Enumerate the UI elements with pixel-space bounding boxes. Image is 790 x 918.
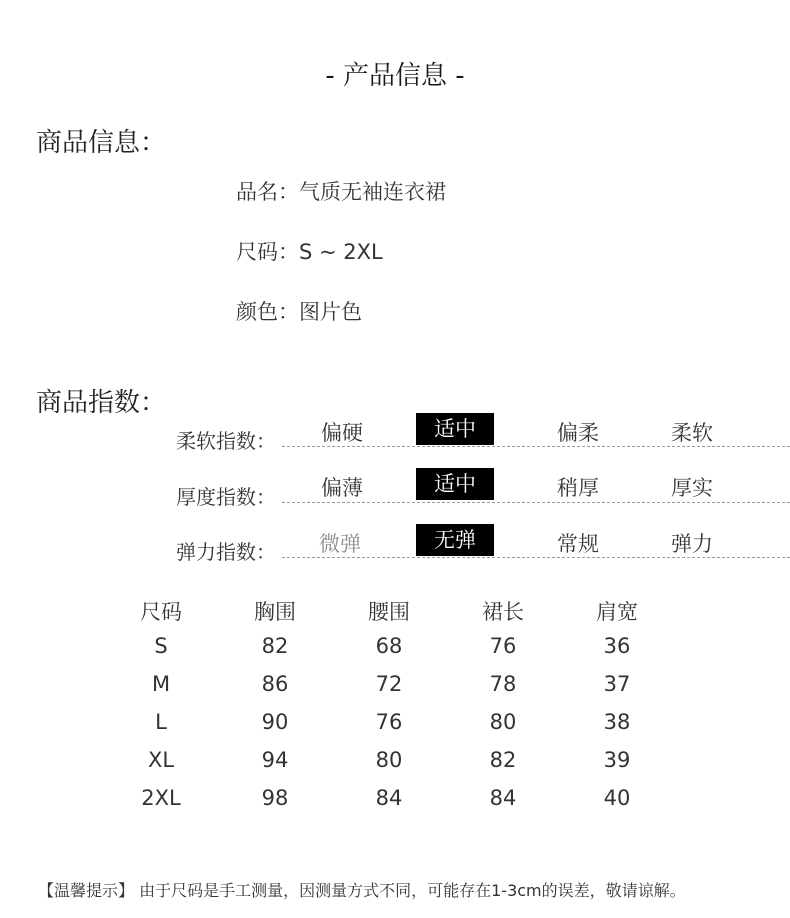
- info-label: 尺码：: [236, 240, 299, 264]
- index-divider: [282, 502, 790, 503]
- index-option-selected: 无弹: [416, 524, 494, 556]
- table-cell: 76: [375, 710, 403, 734]
- info-label: 品名：: [236, 180, 299, 204]
- info-label: 颜色：: [236, 300, 299, 324]
- table-header-cell: 胸围: [254, 600, 296, 624]
- table-cell: 76: [489, 634, 517, 658]
- footer-note: [38, 878, 686, 901]
- table-header-cell: 腰围: [368, 600, 410, 624]
- index-option: 柔软: [671, 421, 713, 445]
- page-title: - 产品信息 -: [325, 61, 465, 91]
- info-value: 图片色: [299, 300, 362, 324]
- table-cell: 38: [603, 710, 631, 734]
- index-option-selected: 适中: [416, 468, 494, 500]
- table-cell: 68: [375, 634, 403, 658]
- table-header-cell: 尺码: [140, 600, 182, 624]
- table-cell: 84: [375, 786, 403, 810]
- info-row-color: [236, 296, 362, 326]
- index-option: 弹力: [671, 532, 713, 556]
- table-cell: 80: [375, 748, 403, 772]
- table-cell: XL: [147, 748, 175, 772]
- footer-text: 由于尺码是手工测量，因测量方式不同，可能存在1-3cm的误差，敬请谅解。: [139, 881, 686, 900]
- index-option-selected: 适中: [416, 413, 494, 445]
- index-label-thickness: 厚度指数：: [176, 485, 276, 509]
- index-option: 常规: [557, 532, 599, 556]
- table-cell: 94: [261, 748, 289, 772]
- index-option: 偏薄: [321, 476, 363, 500]
- table-cell: 82: [261, 634, 289, 658]
- info-value: S ~ 2XL: [299, 240, 383, 264]
- table-cell: 36: [603, 634, 631, 658]
- footer-tag: 【温馨提示】: [38, 881, 135, 900]
- index-option: 微弹: [319, 532, 361, 556]
- table-cell: 82: [489, 748, 517, 772]
- index-option: 厚实: [671, 476, 713, 500]
- index-option: 偏柔: [557, 421, 599, 445]
- table-cell: 78: [489, 672, 517, 696]
- table-cell: 2XL: [141, 786, 181, 810]
- table-cell: M: [151, 672, 171, 696]
- table-cell: 90: [261, 710, 289, 734]
- table-header-cell: 肩宽: [596, 600, 638, 624]
- table-cell: 84: [489, 786, 517, 810]
- index-option: 稍厚: [557, 476, 599, 500]
- index-option: 偏硬: [321, 421, 363, 445]
- table-cell: 39: [603, 748, 631, 772]
- index-label-elasticity: 弹力指数：: [176, 540, 276, 564]
- table-cell: L: [155, 710, 167, 734]
- info-row-name: [236, 176, 446, 206]
- info-value: 气质无袖连衣裙: [299, 180, 446, 204]
- table-cell: 98: [261, 786, 289, 810]
- table-cell: 80: [489, 710, 517, 734]
- indices-heading: 商品指数：: [36, 388, 167, 418]
- product-info-heading: 商品信息：: [36, 128, 167, 158]
- table-cell: 86: [261, 672, 289, 696]
- table-cell: 40: [603, 786, 631, 810]
- index-label-softness: 柔软指数：: [176, 429, 276, 453]
- table-cell: S: [154, 634, 168, 658]
- table-header-cell: 裙长: [482, 600, 524, 624]
- info-row-size: [236, 236, 383, 266]
- table-cell: 72: [375, 672, 403, 696]
- table-cell: 37: [603, 672, 631, 696]
